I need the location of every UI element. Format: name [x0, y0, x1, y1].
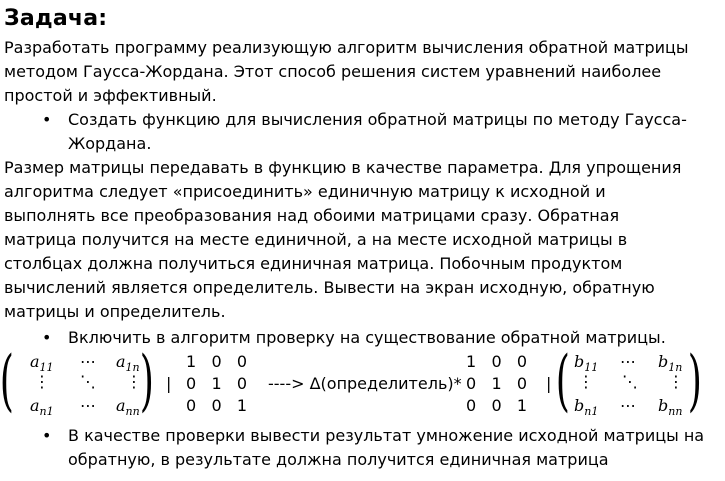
hdots-symbol: ⋯ — [620, 396, 636, 415]
identity-row: 0 0 1 — [186, 396, 248, 415]
paragraph2-line: алгоритма следует «присоединить» единичную матрицу к исходной и — [4, 182, 606, 201]
hdots-symbol: ⋯ — [80, 396, 96, 415]
right-paren: ) — [687, 342, 702, 419]
bullet1-line: Жордана. — [68, 134, 152, 153]
paragraph2-line: вычислений является определитель. Вывести на экран исходную, обратную — [4, 278, 655, 297]
matrix-b-element: $b_{nn}$ — [658, 396, 683, 419]
ddots-symbol: ⋱ — [622, 372, 638, 391]
bullet3-line: обратную, в результате должна получится единичная матрица — [68, 450, 609, 469]
bullet-marker: • — [42, 328, 52, 347]
matrix-a-element: $a_{11}$ — [30, 352, 54, 375]
identity-row: 0 1 0 — [466, 374, 528, 393]
bullet1-line: Создать функцию для вычисления обратной матрицы по методу Гаусса- — [68, 110, 687, 129]
vdots-symbol: ⋮ — [578, 372, 594, 391]
identity-row: 1 0 0 — [466, 352, 528, 371]
paragraph2-line: выполнять все преобразования над обоими матрицами сразу. Обратная — [4, 206, 620, 225]
left-paren: ( — [555, 342, 570, 419]
matrix-a-element: $a_{n1}$ — [30, 396, 54, 419]
paragraph2-line: столбцах должна получиться единичная матрица. Побочным продуктом — [4, 254, 623, 273]
bullet2-line: Включить в алгоритм проверку на существование обратной матрицы. — [68, 328, 666, 347]
identity-row: 1 0 0 — [186, 352, 248, 371]
paragraph1-line: Разработать программу реализующую алгоритм вычисления обратной матрицы — [4, 38, 689, 57]
vdots-symbol: ⋮ — [126, 372, 142, 391]
augment-bar: | — [166, 374, 172, 393]
matrix-b-element: $b_{1n}$ — [658, 352, 683, 375]
paragraph1-line: методом Гаусса-Жордана. Этот способ решения систем уравнений наиболее — [4, 62, 662, 81]
identity-row: 0 0 1 — [466, 396, 528, 415]
ddots-symbol: ⋱ — [80, 372, 96, 391]
bullet-marker: • — [42, 426, 52, 445]
left-paren: ( — [0, 342, 14, 419]
paragraph1-line: простой и эффективный. — [4, 86, 217, 105]
gauss-jordan-formula — [0, 342, 725, 422]
paragraph2-line: матрицы и определитель. — [4, 302, 226, 321]
bullet3-line: В качестве проверки вывести результат умножение исходной матрицы на — [68, 426, 705, 445]
right-paren: ) — [139, 342, 154, 419]
matrix-a-element: $a_{1n}$ — [116, 352, 140, 375]
hdots-symbol: ⋯ — [80, 352, 96, 371]
vdots-symbol: ⋮ — [668, 372, 684, 391]
matrix-a-element: $a_{nn}$ — [116, 396, 140, 419]
hdots-symbol: ⋯ — [620, 352, 636, 371]
augment-bar: | — [546, 374, 552, 393]
paragraph2-line: Размер матрицы передавать в функцию в качестве параметра. Для упрощения — [4, 158, 682, 177]
paragraph2-line: матрица получится на месте единичной, а на месте исходной матрицы в — [4, 230, 628, 249]
bullet-marker: • — [42, 110, 52, 129]
identity-row: 0 1 0 — [186, 374, 248, 393]
arrow-determinant-text: ----> Δ(определитель)* — [268, 374, 462, 393]
vdots-symbol: ⋮ — [34, 372, 50, 391]
task-heading: Задача: — [4, 6, 108, 31]
matrix-b-element: $b_{n1}$ — [574, 396, 599, 419]
matrix-b-element: $b_{11}$ — [574, 352, 599, 375]
